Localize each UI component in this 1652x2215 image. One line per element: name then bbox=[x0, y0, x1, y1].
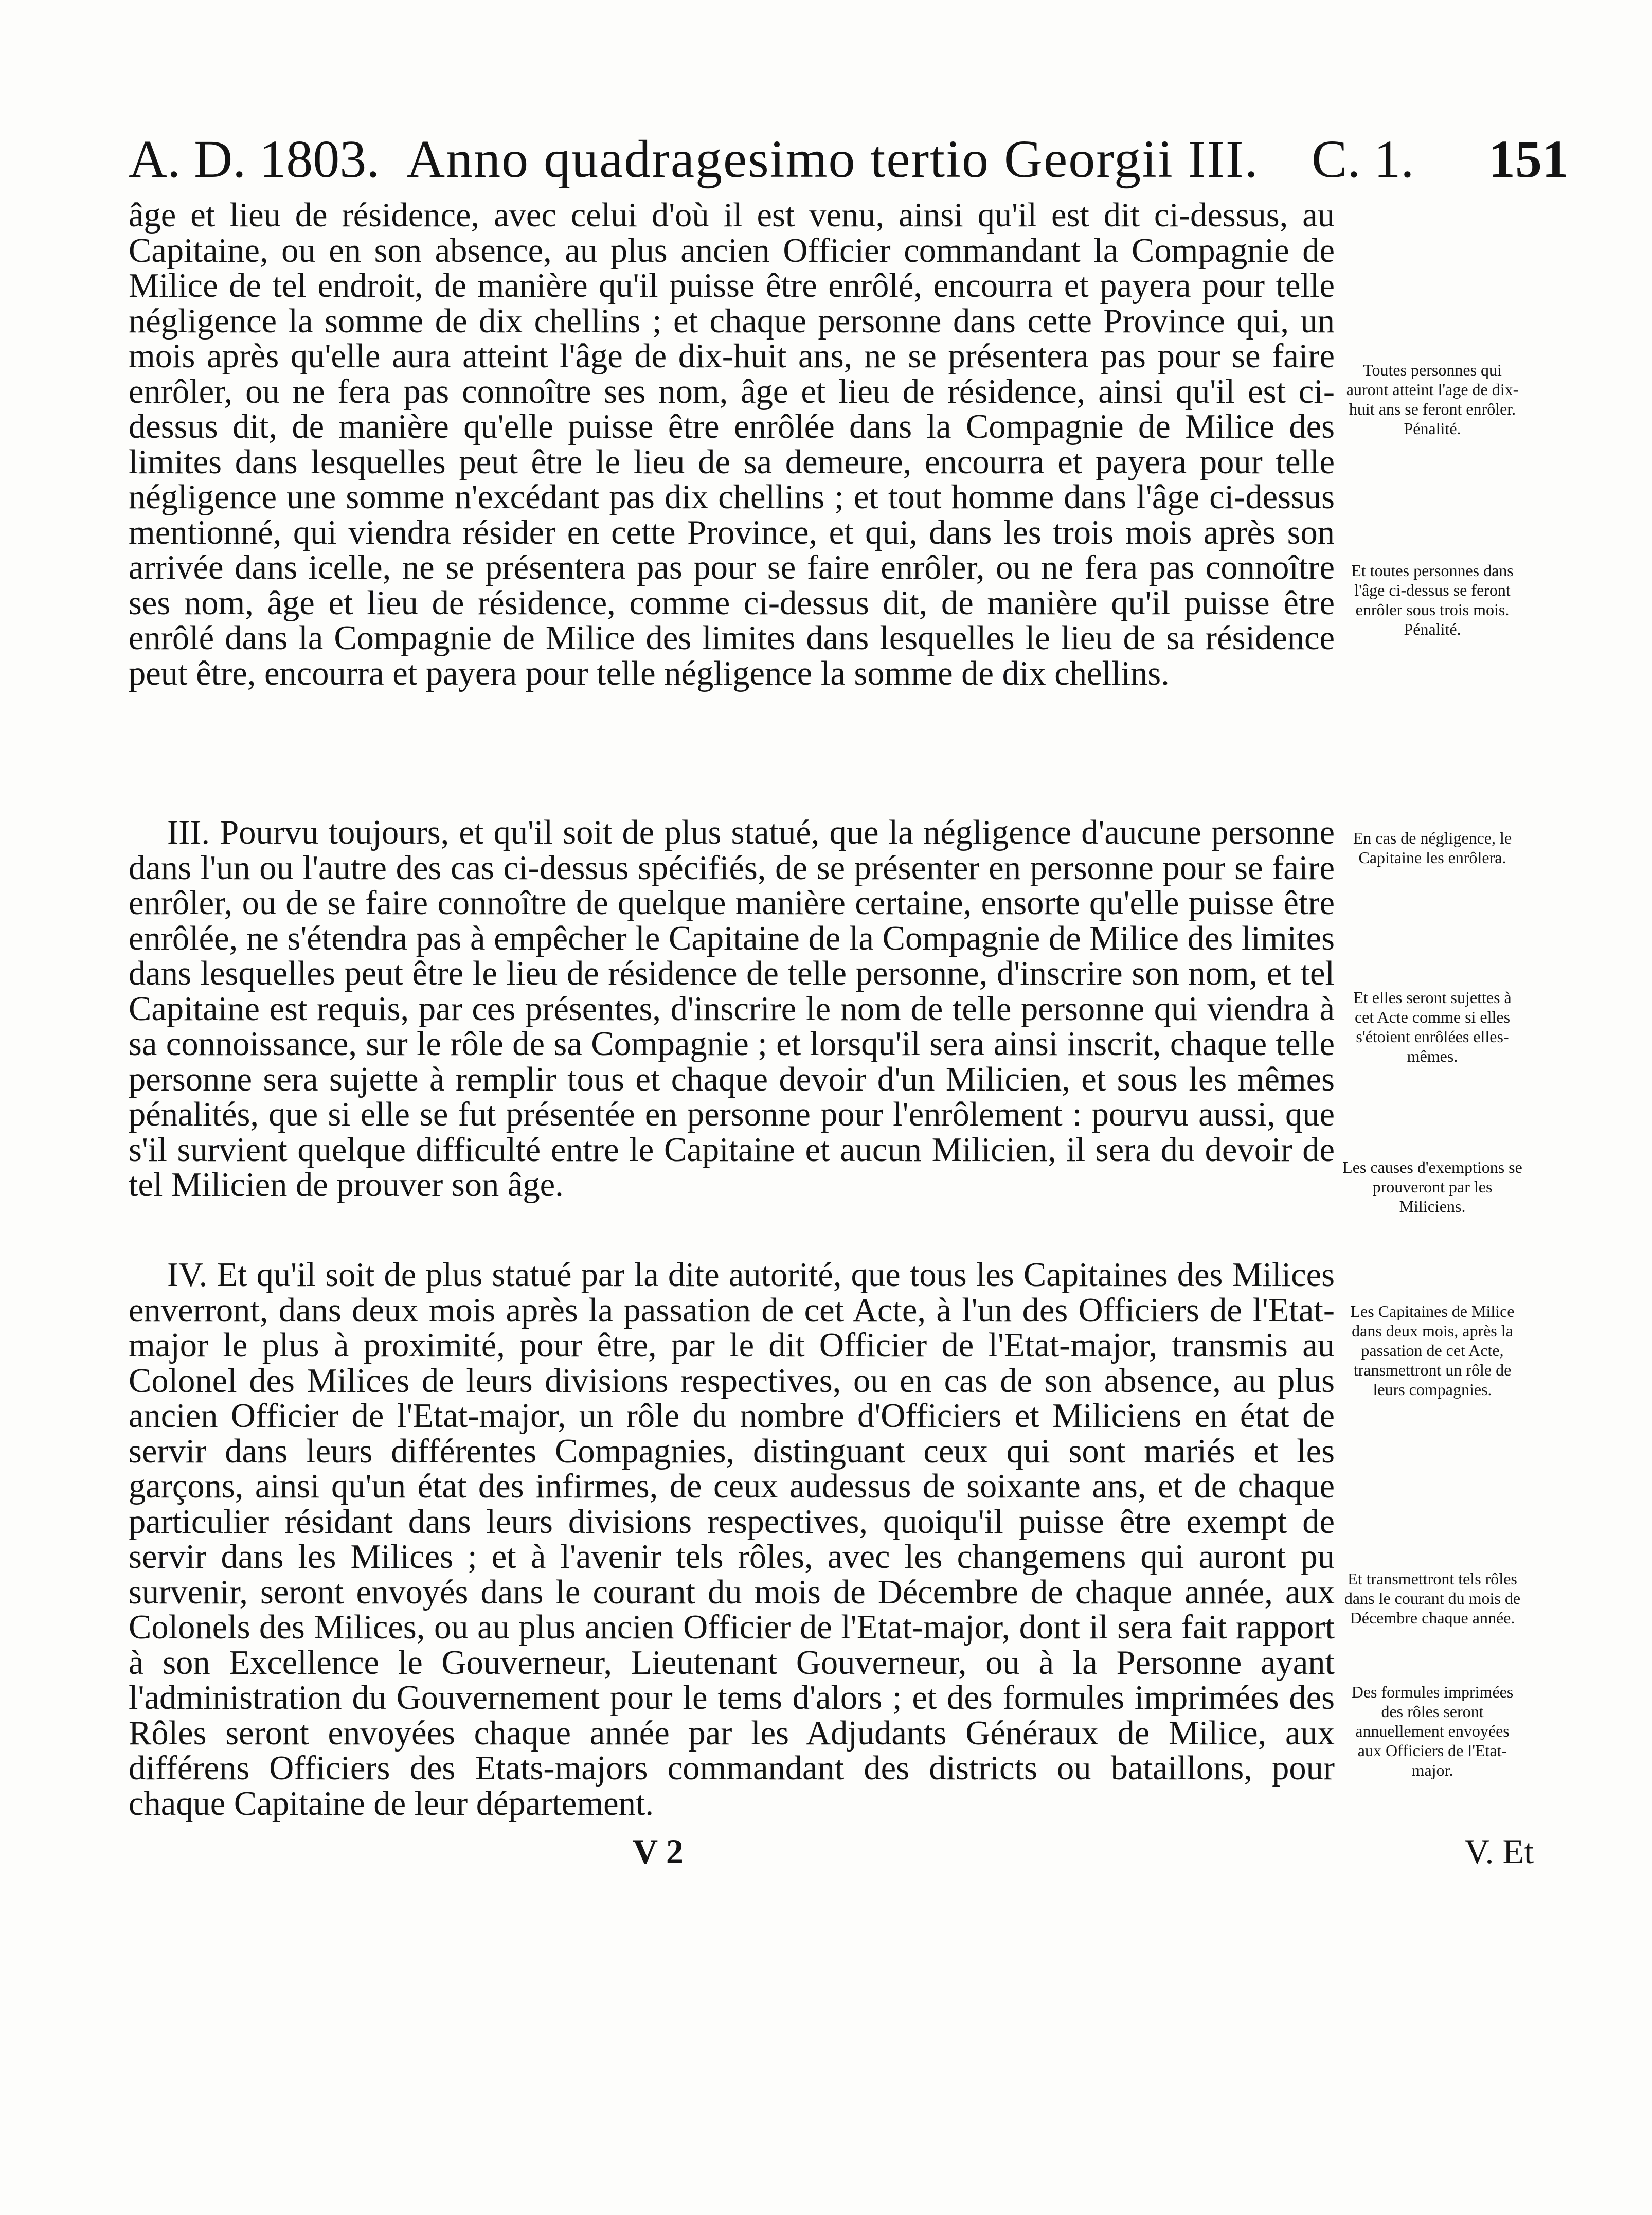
margin-note-text: Et elles seront sujettes à cet Acte comme si elles s'étoient enrôlées elles-mêmes. bbox=[1353, 988, 1512, 1065]
margin-note bbox=[1342, 360, 1522, 438]
margin-note bbox=[1342, 988, 1522, 1066]
margin-note-text: Et toutes personnes dans l'âge ci-dessus se feront enrôler sous trois mois. bbox=[1351, 561, 1514, 619]
margin-note bbox=[1342, 1157, 1522, 1216]
catchword: V. Et bbox=[1464, 1832, 1534, 1871]
margin-note bbox=[1342, 1682, 1522, 1780]
body-paragraph: III. Pourvu toujours, et qu'il soit de plus statué, que la négligence d'aucune personne dans l'un ou l'autre des cas ci-dessus spécifiés, de se présenter en personne pour se faire enrôler, ou de se faire connoître de quelque manière certaine, ensorte qu'elle puisse être enrôlée, ne s'étendra pas à empêcher le Capitaine de la Compagnie de Milice des limites dans lesquelles peut être le lieu de résidence de telle personne, d'inscrire son nom, et tel Capitaine est requis, par ces présentes, d'inscrire le nom de telle personne qui viendra à sa connoissance, sur le rôle de sa Compagnie ; et lorsqu'il sera ainsi inscrit, chaque telle personne sera sujette à remplir tous et chaque devoir d'un Milicien, et sous les mêmes pénalités, que si elle se fut présentée en personne pour l'enrôlement : pourvu aussi, que s'il survient quelque difficulté entre le Capitaine et aucun Milicien, il sera du devoir de tel Milicien de prouver son âge. bbox=[129, 814, 1335, 1204]
header-title: Anno quadragesimo tertio Georgii III. bbox=[406, 130, 1259, 189]
body-paragraph: IV. Et qu'il soit de plus statué par la dite autorité, que tous les Capitaines des Milices enverront, dans deux mois après la passation de cet Acte, à l'un des Officiers de l'Etat-major le plus à proximité, pour être, par le dit Officier de l'Etat-major, transmis au Colonel des Milices de leurs divisions respectives, ou en cas de son absence, au plus ancien Officier de l'Etat-major, un rôle du nombre d'Officiers et Miliciens en état de servir dans leurs différentes Compagnies, distinguant ceux qui sont mariés et les garçons, ainsi qu'un état des infirmes, de ceux audessus de soixante ans, et de chaque particulier résidant dans leurs divisions respectives, quoiqu'il puisse être exempt de servir dans les Milices ; et à l'avenir tels rôles, avec les changemens qui auront pu survenir, seront envoyés dans le courant du mois de Décembre de chaque année, aux Colonels des Milices, ou au plus ancien Officier de l'Etat-major, dont il sera fait rapport à son Excellence le Gouverneur, Lieutenant Gouverneur, ou à la Personne ayant l'administration du Gouvernement pour le tems d'alors ; et des formules imprimées des Rôles seront envoyées chaque année par les Adjudants Généraux de Milice, aux différens Officiers des Etats-majors commandant des districts ou bataillons, pour chaque Capitaine de leur département. bbox=[129, 1256, 1335, 1823]
margin-note-text: Les causes d'exemptions se prouveront par les Miliciens. bbox=[1342, 1158, 1522, 1216]
signature-mark: V 2 bbox=[633, 1832, 684, 1871]
margin-note-text: Des formules imprimées des rôles seront annuellement envoyées aux Officiers de l'Etat-major. bbox=[1351, 1683, 1514, 1779]
page-number: 151 bbox=[1488, 130, 1569, 189]
margin-note-text: Toutes personnes qui auront atteint l'age de dix-huit ans se feront enrôler. bbox=[1346, 361, 1519, 418]
margin-note-text: Et transmettront tels rôles dans le courant du mois de Décembre chaque année. bbox=[1344, 1569, 1521, 1627]
margin-note bbox=[1342, 828, 1522, 867]
margin-note-penalty: Pénalité. bbox=[1404, 620, 1461, 638]
header-year: A. D. 1803. bbox=[129, 130, 380, 189]
running-header bbox=[129, 123, 1569, 195]
header-chapter: C. 1. bbox=[1312, 130, 1414, 189]
margin-note bbox=[1342, 1301, 1522, 1399]
margin-note bbox=[1342, 561, 1522, 639]
margin-note bbox=[1342, 1569, 1522, 1628]
body-paragraph: âge et lieu de résidence, avec celui d'où il est venu, ainsi qu'il est dit ci-dessus, au Capitaine, ou en son absence, au plus ancien Officier commandant la Compagnie de Milice de tel endroit, de manière qu'il puisse être enrôlé, encourra et payera pour telle négligence la somme de dix chellins ; et chaque personne dans cette Province qui, un mois après qu'elle aura atteint l'âge de dix-huit ans, ne se présentera pas pour se faire enrôler, ou ne fera pas connoître ses nom, âge et lieu de résidence, ainsi qu'il est ci-dessus dit, de manière qu'elle puisse être enrôlée dans la Compagnie de Milice des limites dans lesquelles peut être le lieu de sa demeure, encourra et payera pour telle négligence une somme n'excédant pas dix chellins ; et tout homme dans l'âge ci-dessus mentionné, qui viendra résider en cette Province, et qui, dans les trois mois après son arrivée dans icelle, ne se présentera pas pour se faire enrôler, ou ne fera pas connoître ses nom, âge et lieu de résidence, comme ci-dessus dit, de manière qu'il puisse être enrôlé dans la Compagnie de Milice des limites dans lesquelles le lieu de sa résidence peut être, encourra et payera pour telle négligence la somme de dix chellins. bbox=[129, 197, 1335, 692]
margin-note-text: En cas de négligence, le Capitaine les enrôlera. bbox=[1353, 829, 1512, 867]
margin-note-penalty: Pénalité. bbox=[1404, 419, 1461, 438]
margin-note-text: Les Capitaines de Milice dans deux mois, après la passation de cet Acte, transmettront un rôle de leurs compagnies. bbox=[1350, 1302, 1515, 1399]
